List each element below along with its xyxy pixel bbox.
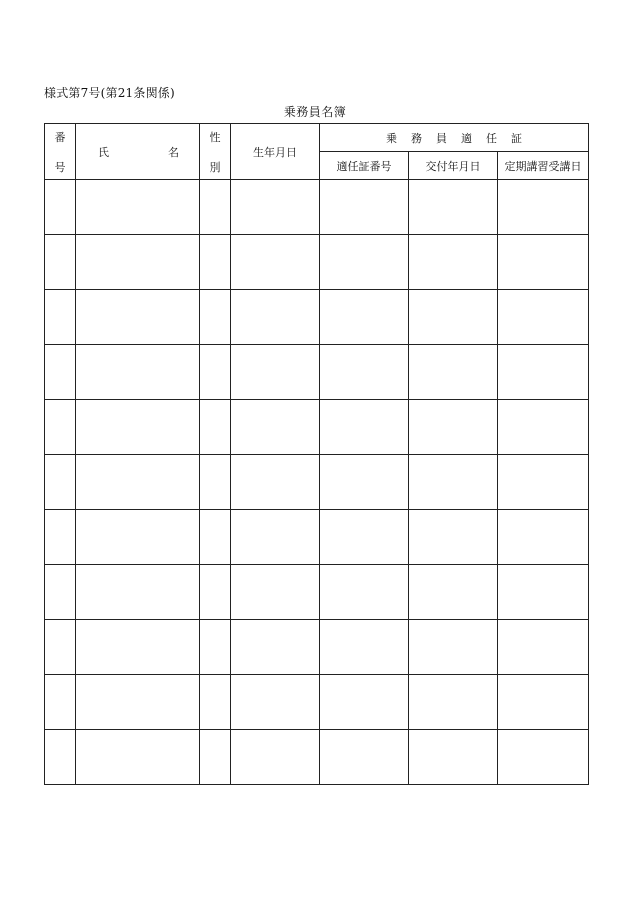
cell-number[interactable]	[45, 400, 76, 455]
header-issue-date: 交付年月日	[409, 152, 498, 180]
cell-gender[interactable]	[200, 510, 231, 565]
cell-issue-date[interactable]	[409, 455, 498, 510]
cell-cert-number[interactable]	[320, 345, 409, 400]
cell-name[interactable]	[76, 675, 200, 730]
cell-issue-date[interactable]	[409, 290, 498, 345]
cell-number[interactable]	[45, 675, 76, 730]
table-row	[45, 345, 589, 400]
cell-number[interactable]	[45, 455, 76, 510]
cell-cert-number[interactable]	[320, 730, 409, 785]
table-row	[45, 235, 589, 290]
header-number-bottom: 号	[54, 160, 66, 174]
cell-birthdate[interactable]	[231, 730, 320, 785]
cell-name[interactable]	[76, 235, 200, 290]
cell-name[interactable]	[76, 510, 200, 565]
header-row-top	[45, 124, 589, 152]
cell-issue-date[interactable]	[409, 730, 498, 785]
cell-training-date[interactable]	[498, 180, 589, 235]
cell-gender[interactable]	[200, 290, 231, 345]
cell-birthdate[interactable]	[231, 180, 320, 235]
cell-name[interactable]	[76, 620, 200, 675]
cell-training-date[interactable]	[498, 565, 589, 620]
table-row	[45, 730, 589, 785]
cell-number[interactable]	[45, 345, 76, 400]
table-header	[45, 124, 589, 180]
cell-issue-date[interactable]	[409, 235, 498, 290]
cell-cert-number[interactable]	[320, 565, 409, 620]
cell-name[interactable]	[76, 290, 200, 345]
cell-birthdate[interactable]	[231, 620, 320, 675]
table-row	[45, 400, 589, 455]
cell-name[interactable]	[76, 730, 200, 785]
cell-birthdate[interactable]	[231, 235, 320, 290]
cell-birthdate[interactable]	[231, 290, 320, 345]
cell-gender[interactable]	[200, 730, 231, 785]
header-name-right: 名	[168, 145, 179, 159]
cell-number[interactable]	[45, 180, 76, 235]
table-row	[45, 180, 589, 235]
cell-birthdate[interactable]	[231, 565, 320, 620]
cell-number[interactable]	[45, 290, 76, 345]
header-cert-number: 適任証番号	[320, 152, 409, 180]
cell-issue-date[interactable]	[409, 510, 498, 565]
header-certificate-group	[320, 124, 589, 152]
crew-roster-table	[44, 123, 589, 785]
cell-training-date[interactable]	[498, 400, 589, 455]
cell-cert-number[interactable]	[320, 510, 409, 565]
cell-issue-date[interactable]	[409, 400, 498, 455]
cell-cert-number[interactable]	[320, 620, 409, 675]
cell-name[interactable]	[76, 565, 200, 620]
cell-gender[interactable]	[200, 455, 231, 510]
table-row	[45, 455, 589, 510]
header-gender-top: 性	[209, 130, 221, 144]
cell-gender[interactable]	[200, 345, 231, 400]
header-certificate-group-label: 乗務員適任証	[386, 131, 536, 145]
cell-name[interactable]	[76, 345, 200, 400]
cell-birthdate[interactable]	[231, 345, 320, 400]
cell-issue-date[interactable]	[409, 345, 498, 400]
cell-cert-number[interactable]	[320, 675, 409, 730]
cell-number[interactable]	[45, 235, 76, 290]
cell-name[interactable]	[76, 455, 200, 510]
cell-training-date[interactable]	[498, 235, 589, 290]
cell-training-date[interactable]	[498, 290, 589, 345]
cell-birthdate[interactable]	[231, 675, 320, 730]
cell-cert-number[interactable]	[320, 290, 409, 345]
cell-issue-date[interactable]	[409, 675, 498, 730]
header-birthdate: 生年月日	[231, 124, 320, 180]
cell-gender[interactable]	[200, 675, 231, 730]
header-gender-bottom: 別	[209, 160, 221, 174]
cell-number[interactable]	[45, 730, 76, 785]
cell-training-date[interactable]	[498, 345, 589, 400]
cell-training-date[interactable]	[498, 510, 589, 565]
cell-training-date[interactable]	[498, 455, 589, 510]
cell-gender[interactable]	[200, 235, 231, 290]
cell-training-date[interactable]	[498, 730, 589, 785]
cell-gender[interactable]	[200, 565, 231, 620]
cell-cert-number[interactable]	[320, 180, 409, 235]
header-gender	[200, 124, 231, 180]
cell-number[interactable]	[45, 565, 76, 620]
cell-birthdate[interactable]	[231, 455, 320, 510]
table-row	[45, 510, 589, 565]
header-name-left: 氏	[98, 145, 109, 159]
cell-gender[interactable]	[200, 180, 231, 235]
table-row	[45, 565, 589, 620]
cell-name[interactable]	[76, 180, 200, 235]
cell-birthdate[interactable]	[231, 510, 320, 565]
header-training-date: 定期講習受講日	[498, 152, 589, 180]
cell-training-date[interactable]	[498, 620, 589, 675]
table-row	[45, 675, 589, 730]
document-title: 乗務員名簿	[283, 105, 347, 119]
form-number-label: 様式第7号(第21条関係)	[44, 86, 175, 100]
header-name	[76, 124, 200, 180]
cell-cert-number[interactable]	[320, 235, 409, 290]
table-body	[45, 180, 589, 785]
cell-cert-number[interactable]	[320, 455, 409, 510]
table-row	[45, 290, 589, 345]
cell-issue-date[interactable]	[409, 180, 498, 235]
cell-issue-date[interactable]	[409, 620, 498, 675]
cell-cert-number[interactable]	[320, 400, 409, 455]
cell-issue-date[interactable]	[409, 565, 498, 620]
header-number	[45, 124, 76, 180]
cell-birthdate[interactable]	[231, 400, 320, 455]
table-row	[45, 620, 589, 675]
cell-name[interactable]	[76, 400, 200, 455]
cell-gender[interactable]	[200, 400, 231, 455]
header-number-top: 番	[54, 130, 66, 144]
cell-number[interactable]	[45, 620, 76, 675]
cell-training-date[interactable]	[498, 675, 589, 730]
cell-gender[interactable]	[200, 620, 231, 675]
cell-number[interactable]	[45, 510, 76, 565]
